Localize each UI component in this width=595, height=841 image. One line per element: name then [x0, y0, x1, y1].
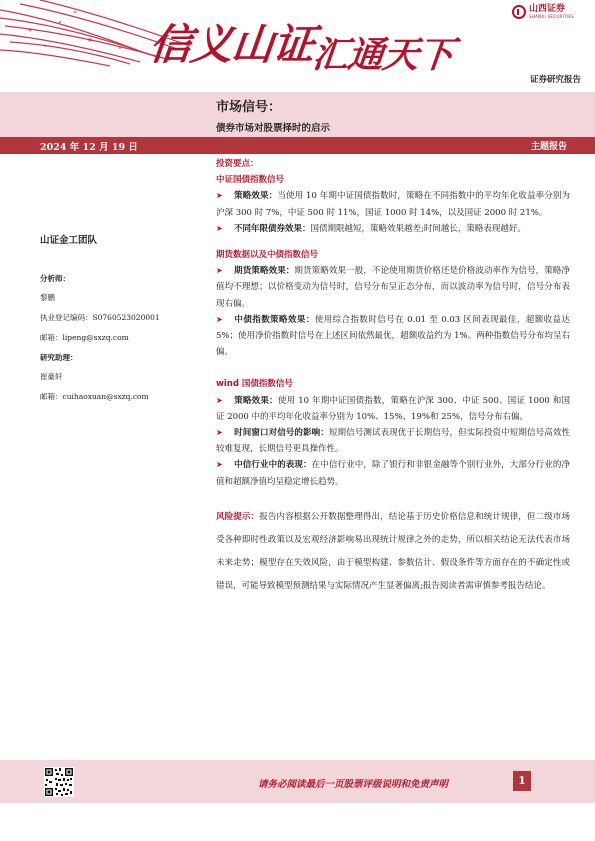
bullet-label: 中债指数策略效果：: [234, 314, 315, 325]
section-heading-wind-bond: wind 国债指数信号: [216, 379, 293, 390]
page-footer: [0, 760, 595, 803]
arrow-bullet-icon: ➤: [216, 223, 223, 233]
bullet-label: 策略效果：: [234, 191, 278, 202]
risk-label: 风险提示：: [216, 511, 260, 522]
bullet-item: [216, 221, 570, 237]
bullet-item: [216, 312, 570, 361]
report-header: [0, 0, 595, 92]
page-number: 1: [513, 771, 531, 791]
report-subtitle: 债券市场对股票择时的启示: [216, 123, 331, 134]
bullet-item: [216, 393, 570, 425]
bullet-text: 短期信号测试表现优于长期信号，但实际投资中短期信号高效性较难复现，长期信号更具操作性。: [216, 428, 570, 455]
bullet-label: 期货策略效果：: [234, 266, 295, 277]
arrow-bullet-icon: ➤: [216, 395, 223, 405]
author-sidebar: [40, 232, 200, 411]
bullet-text: 在中信行业中，除了银行和非银金融等个别行业外，大部分行业的净值和超额净值均呈稳定增长趋势。: [216, 460, 570, 487]
bullet-label: 时间窗口对信号的影响：: [234, 428, 329, 439]
section-heading-futures: 期货数据以及中债指数信号: [216, 250, 319, 261]
arrow-bullet-icon: ➤: [216, 266, 223, 276]
bullet-label: 中信行业中的表现：: [234, 460, 312, 471]
bullet-label: 策略效果：: [234, 395, 278, 406]
analyst-license: 执业登记编码：S0760523020001: [40, 313, 160, 322]
date-bar: [0, 137, 595, 154]
risk-text: 报告内容根据公开数据整理得出，结论基于历史价格信息和统计规律，但二级市场受各种即时性政策以及宏观经济影响易出现统计规律之外的走势，所以相关结论无法代表市场未来走势；模型存在失效风险，由于模型构建、参数估计、假设条件等方面存在的不确定性或错误，可能导致模型预测结果与实际情况产生显著偏离;报告阅读者需审慎参考报告结论。: [216, 511, 570, 591]
risk-warning: [216, 506, 570, 598]
arrow-bullet-icon: ➤: [216, 428, 223, 438]
team-name: 山证金工团队: [40, 235, 98, 246]
report-date: 2024 年 12 月 19 日: [40, 142, 138, 153]
bullet-item: [216, 457, 570, 489]
report-category: 主题报告: [530, 142, 567, 152]
bullet-text: 国债期限越短，策略效果越差;时间越长，策略表现越好。: [310, 223, 526, 234]
slogan-part-2: 汇通天下: [310, 34, 455, 76]
assistant-email[interactable]: 邮箱：cuihaoxuan@sxzq.com: [40, 392, 149, 401]
logo-text-cn: 山西证券: [529, 4, 566, 14]
assistant-name: 崔豪轩: [40, 372, 63, 381]
assistant-label: 研究助理：: [40, 353, 78, 362]
bullet-text: 期货策略效果一般，不论使用期货价格还是价格波动率作为信号，策略净值均不理想；以价格变动为信号时，信号分布呈正态分布，而以波动率为信号时，信号分布表现右偏。: [216, 266, 570, 309]
header-slogan: [147, 12, 457, 76]
disclaimer-note: 请务必阅读最后一页股票评级说明和免责声明: [258, 779, 449, 790]
bullet-item: [216, 263, 570, 312]
qr-code-icon[interactable]: [44, 767, 74, 797]
analyst-label: 分析师：: [40, 274, 70, 283]
arrow-bullet-icon: ➤: [216, 314, 223, 324]
arrow-bullet-icon: ➤: [216, 191, 223, 201]
section-heading-csi-bond: 中证国债指数信号: [216, 175, 285, 186]
report-type-label: 证券研究报告: [529, 75, 581, 85]
bullet-text: 使用 10 年期中证国债指数，策略在沪深 300、中证 500、国证 1000 和国证 2000 中的平均年化收益率分别为 10%、15%、19%和 25%，信号分布右偏。: [216, 395, 570, 422]
analyst-name: 黎鹏: [40, 293, 55, 302]
title-band: [0, 92, 595, 137]
key-points-heading: 投资要点：: [216, 159, 259, 169]
report-title: 市场信号：: [216, 100, 282, 115]
main-content: [216, 156, 570, 598]
company-logo: [512, 5, 574, 19]
bullet-label: 不同年限债券效果：: [234, 223, 311, 234]
logo-mark-icon: [512, 5, 526, 19]
slogan-part-1: 信义山证: [147, 20, 317, 69]
arrow-bullet-icon: ➤: [216, 460, 223, 470]
bullet-item: [216, 425, 570, 457]
bullet-text: 当使用 10 年期中证国债指数时，策略在不同指数中的平均年化收益率分别为沪深 300 时 7%，中证 500 时 11%，国证 1000 时 14%，以及国证 2000 时 21%。: [216, 191, 570, 218]
logo-text-en: SHANXI SECURITIES: [529, 14, 575, 19]
bullet-text: 使用综合指数时信号在 0.01 至 0.03 区间表现最佳，超额收益达 5%；使用净价指数时信号在上述区间依然最优，超额收益约为 1%。两种指数信号分布均呈右偏。: [216, 314, 570, 358]
bullet-item: [216, 188, 570, 220]
analyst-email[interactable]: 邮箱：lipeng@sxzq.com: [40, 333, 129, 342]
